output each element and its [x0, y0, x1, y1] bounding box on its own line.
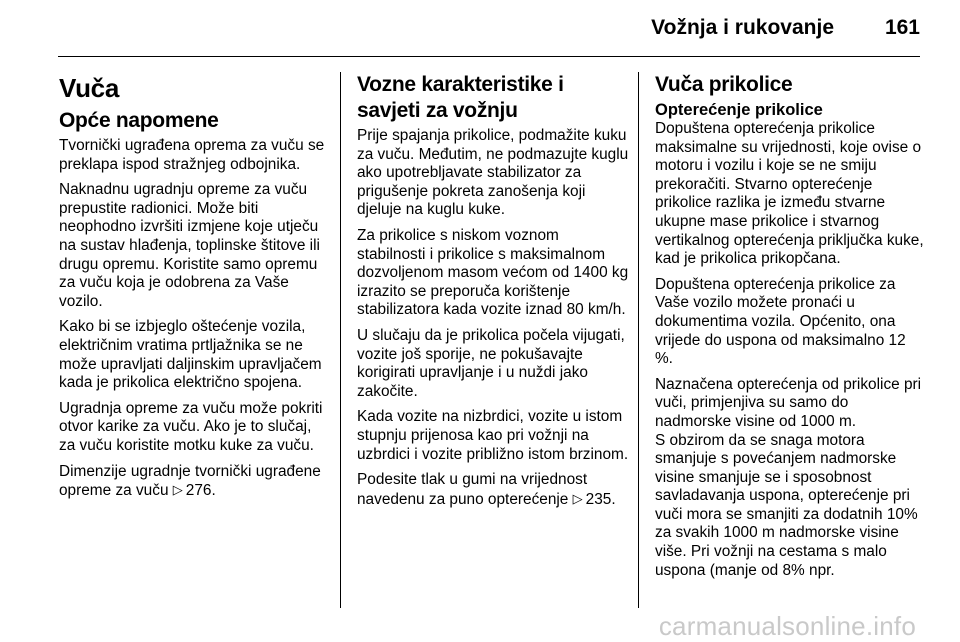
paragraph: S obzirom da se snaga motora smanjuje s povećanjem nadmorske visine smanjuje se i sposobnost savladavanja uspona, opterećenje pri vuči mora se smanjiti za dodatnih 10% za svakih 1000 m nadmorske visine više. Pri vožnji na cestama s malo uspona (manje od 8% npr. — [655, 431, 918, 579]
paragraph: Kada vozite na nizbrdici, vozite u istom stupnju prijenosa kao pri vožnji na uzbrdici i vozite približno istom brzinom. — [357, 408, 629, 463]
page-header — [0, 0, 960, 62]
page-reference-arrow-icon: ▷ — [572, 490, 583, 506]
section-heading-vuca-prikolice: Vuča prikolice — [655, 73, 793, 96]
reference-page-link[interactable]: 235. — [585, 490, 616, 508]
page-reference-paragraph — [357, 471, 629, 509]
paragraph: Dopuštena opterećenja prikolice maksimalne su vrijednosti, koje ovise o motoru i vozilu i koje se ne smiju prekoračiti. Stvarno opterećenje prikolice razlika je između stvarne ukupne mase prikolice i stvarnog vertikalnog opterećenja priključka kuke, kad je prikolica prikopčana. — [655, 120, 924, 268]
reference-page-link[interactable]: 276. — [185, 482, 216, 500]
paragraph: Naknadnu ugradnju opreme za vuču prepustite radionici. Može biti neophodno izvršiti izmjene koje utječu na sustav hlađenja, toplinske štitove ili drugu opremu. Koristite samo opremu za vuču koja je odobrena za Vaše vozilo. — [59, 181, 320, 310]
subheading-opce-napomene: Opće napomene — [59, 109, 219, 132]
column-divider-2 — [638, 72, 639, 608]
paragraph: Ugradnja opreme za vuču može pokriti otvor karike za vuču. Ako je to slučaj, za vuču koristite motku kuke za vuču. — [59, 399, 323, 454]
page-reference-paragraph — [59, 463, 331, 501]
paragraph: U slučaju da je prikolica počela vijugati, vozite još sporije, ne pokušavajte korigirati upravljanje i u nuždi jako zakočite. — [357, 326, 625, 400]
watermark: carmanualsonline.info — [658, 611, 916, 641]
column-3 — [655, 72, 925, 587]
column-divider-1 — [340, 72, 341, 608]
page-number: 161 — [884, 16, 920, 39]
section-heading-vuca: Vuča — [59, 73, 119, 103]
page-reference-arrow-icon: ▷ — [172, 482, 183, 498]
paragraph: Naznačena opterećenja od prikolice pri vuči, primjenjiva su samo do nadmorske visine od 1000 m. — [655, 375, 922, 430]
column-2 — [357, 72, 629, 516]
header-title: Vožnja i rukovanje — [651, 16, 834, 39]
reference-text: Dimenzije ugradnje tvornički ugrađene opreme za vuču — [59, 462, 321, 500]
paragraph: Prije spajanja prikolice, podmažite kuku za vuču. Međutim, ne podmazujte kuglu ako upotrebljavate stabilizator za prigušenje pokreta zanošenja koji djeluje na kuglu kuke. — [357, 127, 629, 219]
reference-text: Podesite tlak u gumi na vrijednost navedenu za puno opterećenje — [357, 471, 588, 508]
paragraph: Kako bi se izbjeglo oštećenje vozila, električnim vratima prtljažnika se ne može upravljati daljinskim upravljačem kada je prikolica električno spojena. — [59, 318, 322, 392]
paragraph: Dopuštena opterećenja prikolice za Vaše vozilo možete pronaći u dokumentima vozila. Općenito, ona vrijede do uspona od maksimalno 12 %. — [655, 275, 906, 368]
column-1 — [59, 72, 331, 508]
section-heading-vozne-karakteristike: Vozne karakteristike i savjeti za vožnju — [357, 73, 564, 122]
subheading-opterecenje-prikolice: Opterećenje prikolice — [655, 101, 823, 119]
paragraph: Tvornički ugrađena oprema za vuču se preklapa ispod stražnjeg odbojnika. — [59, 137, 325, 173]
paragraph: Za prikolice s niskom voznom stabilnosti i prikolice s maksimalnom dozvoljenom masom većom od 1400 kg izrazito se preporuča korištenje stabilizatora kada vozite iznad 80 km/h. — [357, 226, 629, 319]
header-divider — [58, 56, 920, 57]
